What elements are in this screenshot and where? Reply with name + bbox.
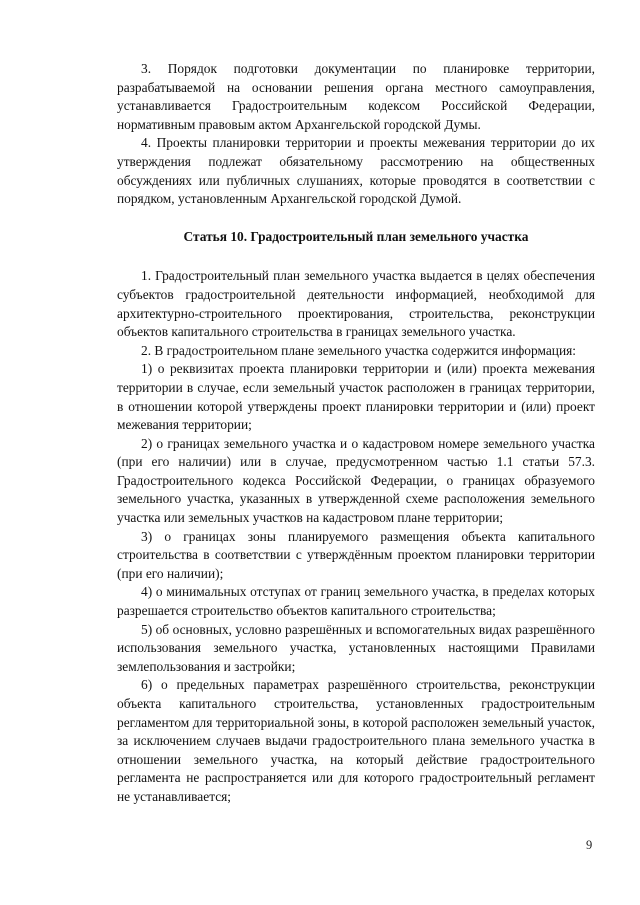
list-item-5: 5) об основных, условно разрешённых и вспомогательных видах разрешённого использования земельного участка, установленных настоящими Правилами землепользования и застройки; <box>117 621 595 674</box>
page-number: 9 <box>586 838 593 852</box>
article-paragraph-2: 2. В градостроительном плане земельного участка содержится информация: <box>141 342 577 358</box>
paragraph-item-4: 4. Проекты планировки территории и проекты межевания территории до их утверждения подлежат обязательному рассмотрению на общественных обсуждениях или публичных слушаниях, которые проводятся в соответствии с порядком, установленным Архангельской городской Думой. <box>117 135 595 207</box>
list-item-6: 6) о предельных параметрах разрешённого строительства, реконструкции объекта капитального строительства, установленных градостроительным регламентом для территориальной зоны, в которой расположен земельный участок, за исключением случаев выдачи градостроительного плана земельного участка в отношении земельного участка, на который действие градостроительного регламента не распространяется или для которого градостроительный регламент не устанавливается; <box>117 677 595 804</box>
list-item-2: 2) о границах земельного участка и о кадастровом номере земельного участка (при его наличии) или в случае, предусмотренном частью 1.1 статьи 57.3. Градостроительного кодекса Российской Федерации, о границах образуемого земельного участка, указанных в утвержденной схеме расположения земельного участка или земельных участков на кадастровом плане территории; <box>117 435 595 526</box>
article-paragraph-1: 1. Градостроительный план земельного участка выдается в целях обеспечения субъектов градостроительной деятельности информацией, необходимой для архитектурно-строительного проектирования, строительства, реконструкции объектов капитального строительства в границах земельного участка. <box>117 268 595 340</box>
list-item-1: 1) о реквизитах проекта планировки территории и (или) проекта межевания территории в случае, если земельный участок расположен в границах территории, в отношении которой утверждены проект планировки территории и (или) проект межевания территории; <box>117 361 595 433</box>
list-item-4: 4) о минимальных отступах от границ земельного участка, в пределах которых разрешается строительство объектов капитального строительства; <box>117 584 595 619</box>
list-item-3: 3) о границах зоны планируемого размещения объекта капитального строительства в соответствии с утверждённым проектом планировки территории (при его наличии); <box>117 528 595 581</box>
page-body <box>117 60 595 807</box>
article-heading: Статья 10. Градостроительный план земельного участка <box>183 228 529 244</box>
paragraph-item-3: 3. Порядок подготовки документации по планировке территории, разрабатываемой на основании решения органа местного самоуправления, устанавливается Градостроительным кодексом Российской Федерации, нормативным правовым актом Архангельской городской Думы. <box>117 61 595 132</box>
